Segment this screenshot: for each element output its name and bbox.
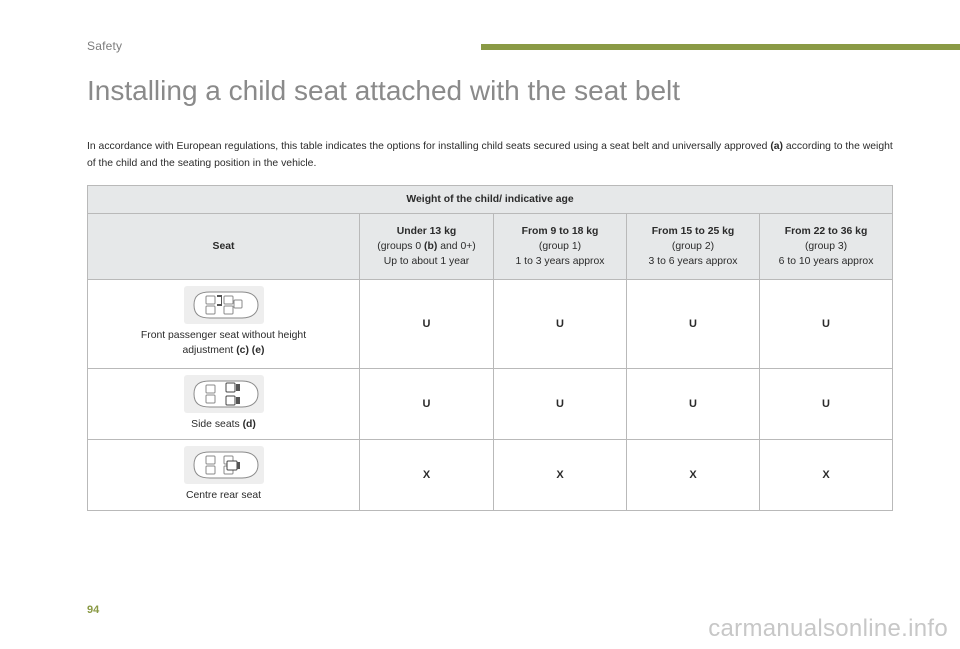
rating-cell: X [494, 440, 627, 511]
table-row [88, 440, 893, 511]
seat-label: Side seats (d) [191, 419, 256, 430]
car-side-rear-seats-icon [184, 375, 264, 413]
rating-cell: X [627, 440, 760, 511]
section-accent-bar [481, 44, 960, 50]
column-age: 6 to 10 years approx [778, 256, 874, 267]
column-age: 1 to 3 years approx [515, 256, 605, 267]
table-header-row [88, 186, 893, 214]
column-age: Up to about 1 year [383, 256, 470, 267]
car-front-passenger-seat-icon [184, 286, 264, 324]
seat-cell [88, 369, 360, 440]
rating-cell: U [494, 280, 627, 369]
rating-cell: U [627, 369, 760, 440]
intro-text: In accordance with European regulations, this table indicates the options for installing child seats secured using a seat belt and universally approved [87, 141, 771, 152]
rating-cell: X [360, 440, 494, 511]
column-header [760, 214, 893, 280]
rating-cell: U [627, 280, 760, 369]
column-weight: From 9 to 18 kg [521, 226, 599, 237]
column-group-ref: (b) [424, 241, 438, 252]
seat-cell [88, 280, 360, 369]
intro-ref: (a) [770, 141, 784, 152]
column-group: (groups 0 [377, 241, 425, 252]
column-age: 3 to 6 years approx [648, 256, 738, 267]
table-row [88, 280, 893, 369]
seat-cell [88, 440, 360, 511]
child-seat-table [87, 185, 893, 511]
column-group: (group 1) [538, 241, 582, 252]
column-group-end: and 0+) [437, 241, 476, 252]
rating-cell: U [494, 369, 627, 440]
table-row [88, 369, 893, 440]
column-group: (group 2) [671, 241, 715, 252]
section-label: Safety [87, 39, 123, 53]
page-title: Installing a child seat attached with the seat belt [87, 75, 681, 106]
table-columns-row [88, 214, 893, 280]
seat-label: Front passenger seat without height adjustment (c) (e) [140, 330, 307, 356]
weight-age-header: Weight of the child/ indicative age [88, 186, 893, 214]
intro-paragraph [87, 138, 899, 172]
column-header [494, 214, 627, 280]
seat-label: Centre rear seat [185, 490, 262, 501]
page-number: 94 [87, 604, 100, 616]
seat-column-header: Seat [88, 214, 360, 280]
rating-cell: U [760, 369, 893, 440]
rating-cell: U [360, 280, 494, 369]
column-weight: Under 13 kg [396, 226, 457, 237]
car-centre-rear-seat-icon [184, 446, 264, 484]
watermark: carmanualsonline.info [708, 615, 948, 642]
column-header [627, 214, 760, 280]
column-weight: From 15 to 25 kg [651, 226, 735, 237]
column-group: (group 3) [804, 241, 848, 252]
column-weight: From 22 to 36 kg [784, 226, 868, 237]
rating-cell: U [760, 280, 893, 369]
rating-cell: U [360, 369, 494, 440]
rating-cell: X [760, 440, 893, 511]
intro-text-continued: according to the weight of the child and the seating position in the vehicle. [87, 141, 893, 169]
column-header [360, 214, 494, 280]
